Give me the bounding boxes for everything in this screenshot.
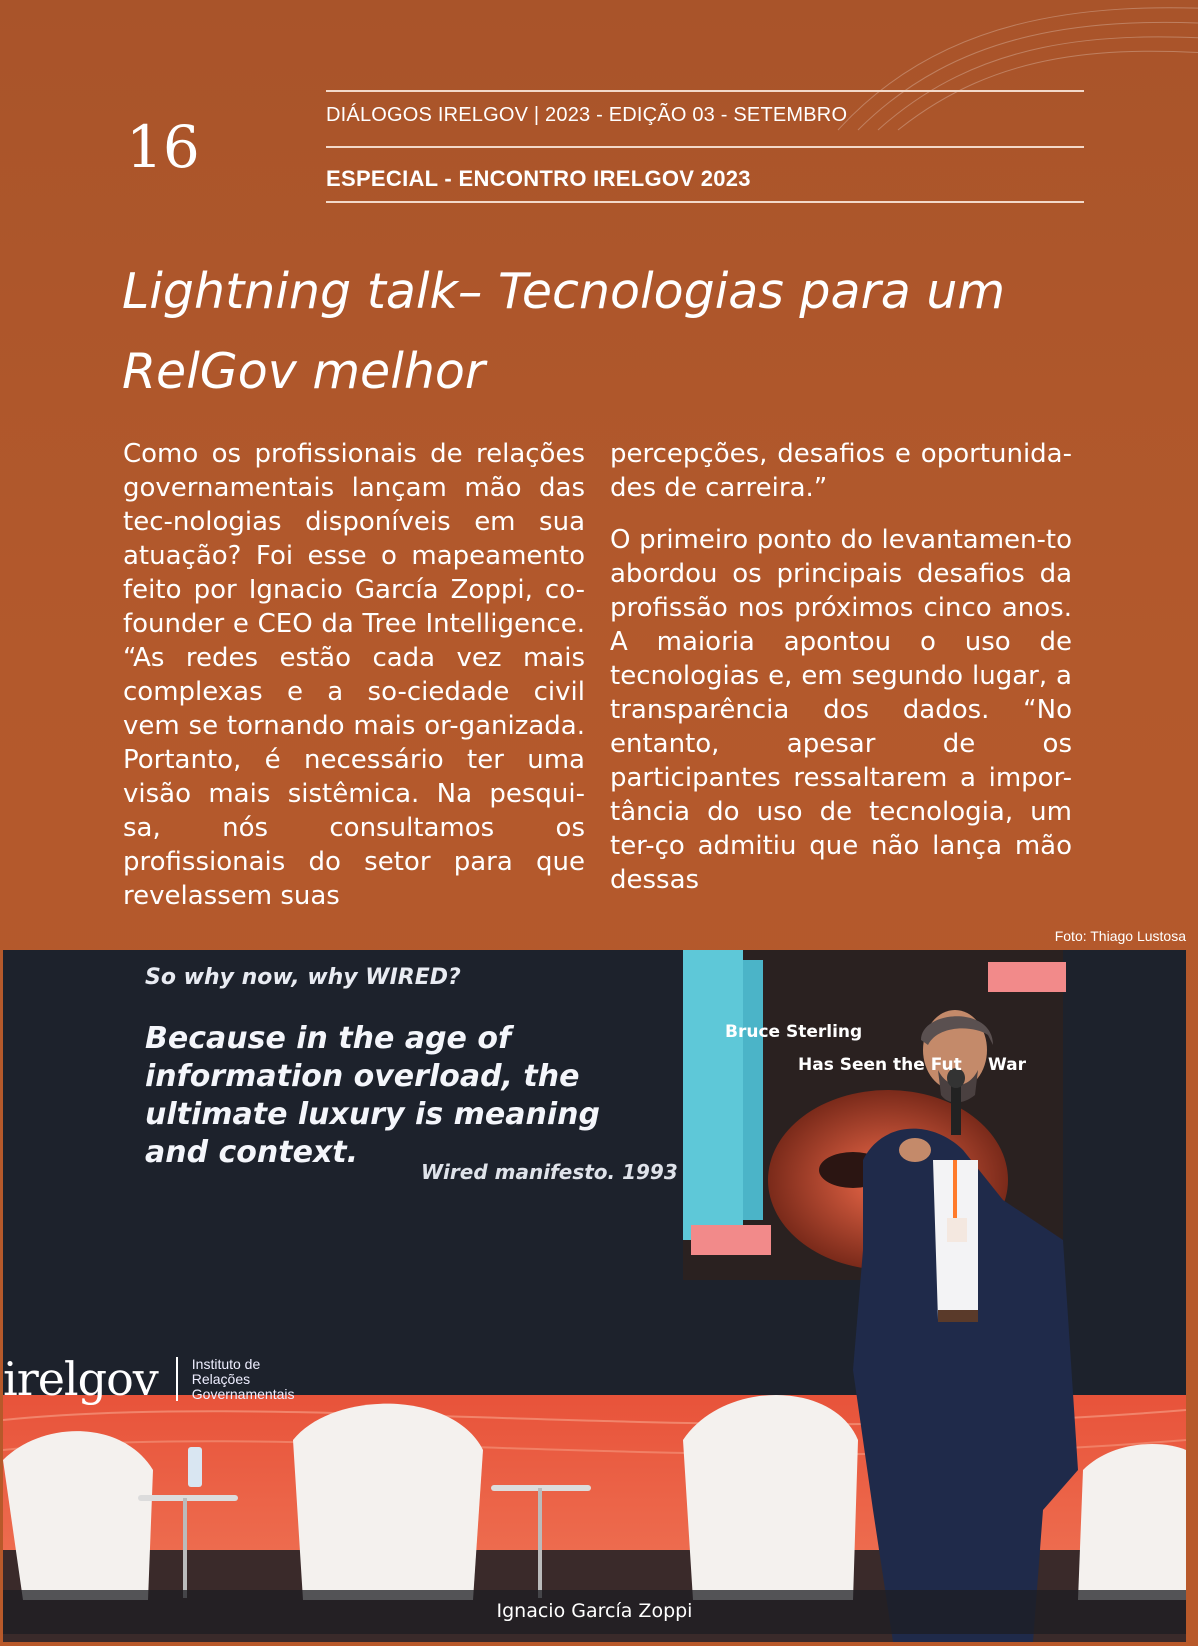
logo-subtitle: Instituto de Relações Governamentais	[191, 1355, 295, 1402]
magazine-cover-line: War	[988, 1055, 1027, 1075]
section-label: ESPECIAL - ENCONTRO IRELGOV 2023	[326, 166, 751, 191]
paragraph: Como os profissionais de relações governamentais lançam mão das tec-nologias disponíveis em sua atuação? Foi esse o mapeamento feito por Ignacio García Zoppi, co-founder e CEO da Tree Intelligence. “As redes estão cada vez mais complexas e a so-ciedade civil vem se tornando mais or-ganizada. Portanto, é necessário ter uma visão mais sistêmica. Na pesqui-sa, nós consultamos os profissionais do setor para que revelassem suas	[123, 439, 585, 911]
article-column-left	[123, 437, 585, 931]
article-column-right	[610, 437, 1072, 915]
slide-citation: Wired manifesto. 1993	[421, 1160, 678, 1184]
page-number: 16	[126, 113, 200, 181]
logo-wordmark: irelgov	[3, 1352, 158, 1406]
edition-label: DIÁLOGOS IRELGOV | 2023 - EDIÇÃO 03 - SETEMBRO	[326, 104, 848, 126]
magazine-cover-line: Has Seen the Fut	[798, 1055, 962, 1075]
photo-credit: Foto: Thiago Lustosa	[1054, 928, 1186, 944]
slide-question: So why now, why WIRED?	[145, 965, 461, 990]
article-title: Lightning talk– Tecnologias para um RelGov melhor	[122, 263, 1006, 400]
logo-divider	[176, 1357, 178, 1401]
header-rule-bottom	[326, 201, 1084, 203]
irelgov-logo	[3, 1352, 322, 1406]
photo-caption-bar	[3, 1590, 1186, 1634]
slide-quote: Because in the age of information overload, the ultimate luxury is meaning and context.	[145, 1021, 600, 1170]
paragraph: percepções, desafios e oportunida-des de carreira.”	[610, 439, 1072, 503]
decorative-swirl	[818, 0, 1198, 140]
event-photo	[3, 950, 1186, 1642]
header-rule-top	[326, 90, 1084, 92]
paragraph: O primeiro ponto do levantamen-to abordou os principais desafios da profissão nos próximos cinco anos. A maioria apontou o uso de tecnologias e, em segundo lugar, a transparência dos dados. “No entanto, apesar de os participantes ressaltarem a impor-tância do uso de tecnologia, um ter-ço admitiu que não lança mão dessas	[610, 525, 1072, 895]
magazine-cover-line: Bruce Sterling	[725, 1022, 863, 1042]
header-rule-middle	[326, 146, 1084, 148]
photo-caption: Ignacio García Zoppi	[496, 1600, 693, 1622]
